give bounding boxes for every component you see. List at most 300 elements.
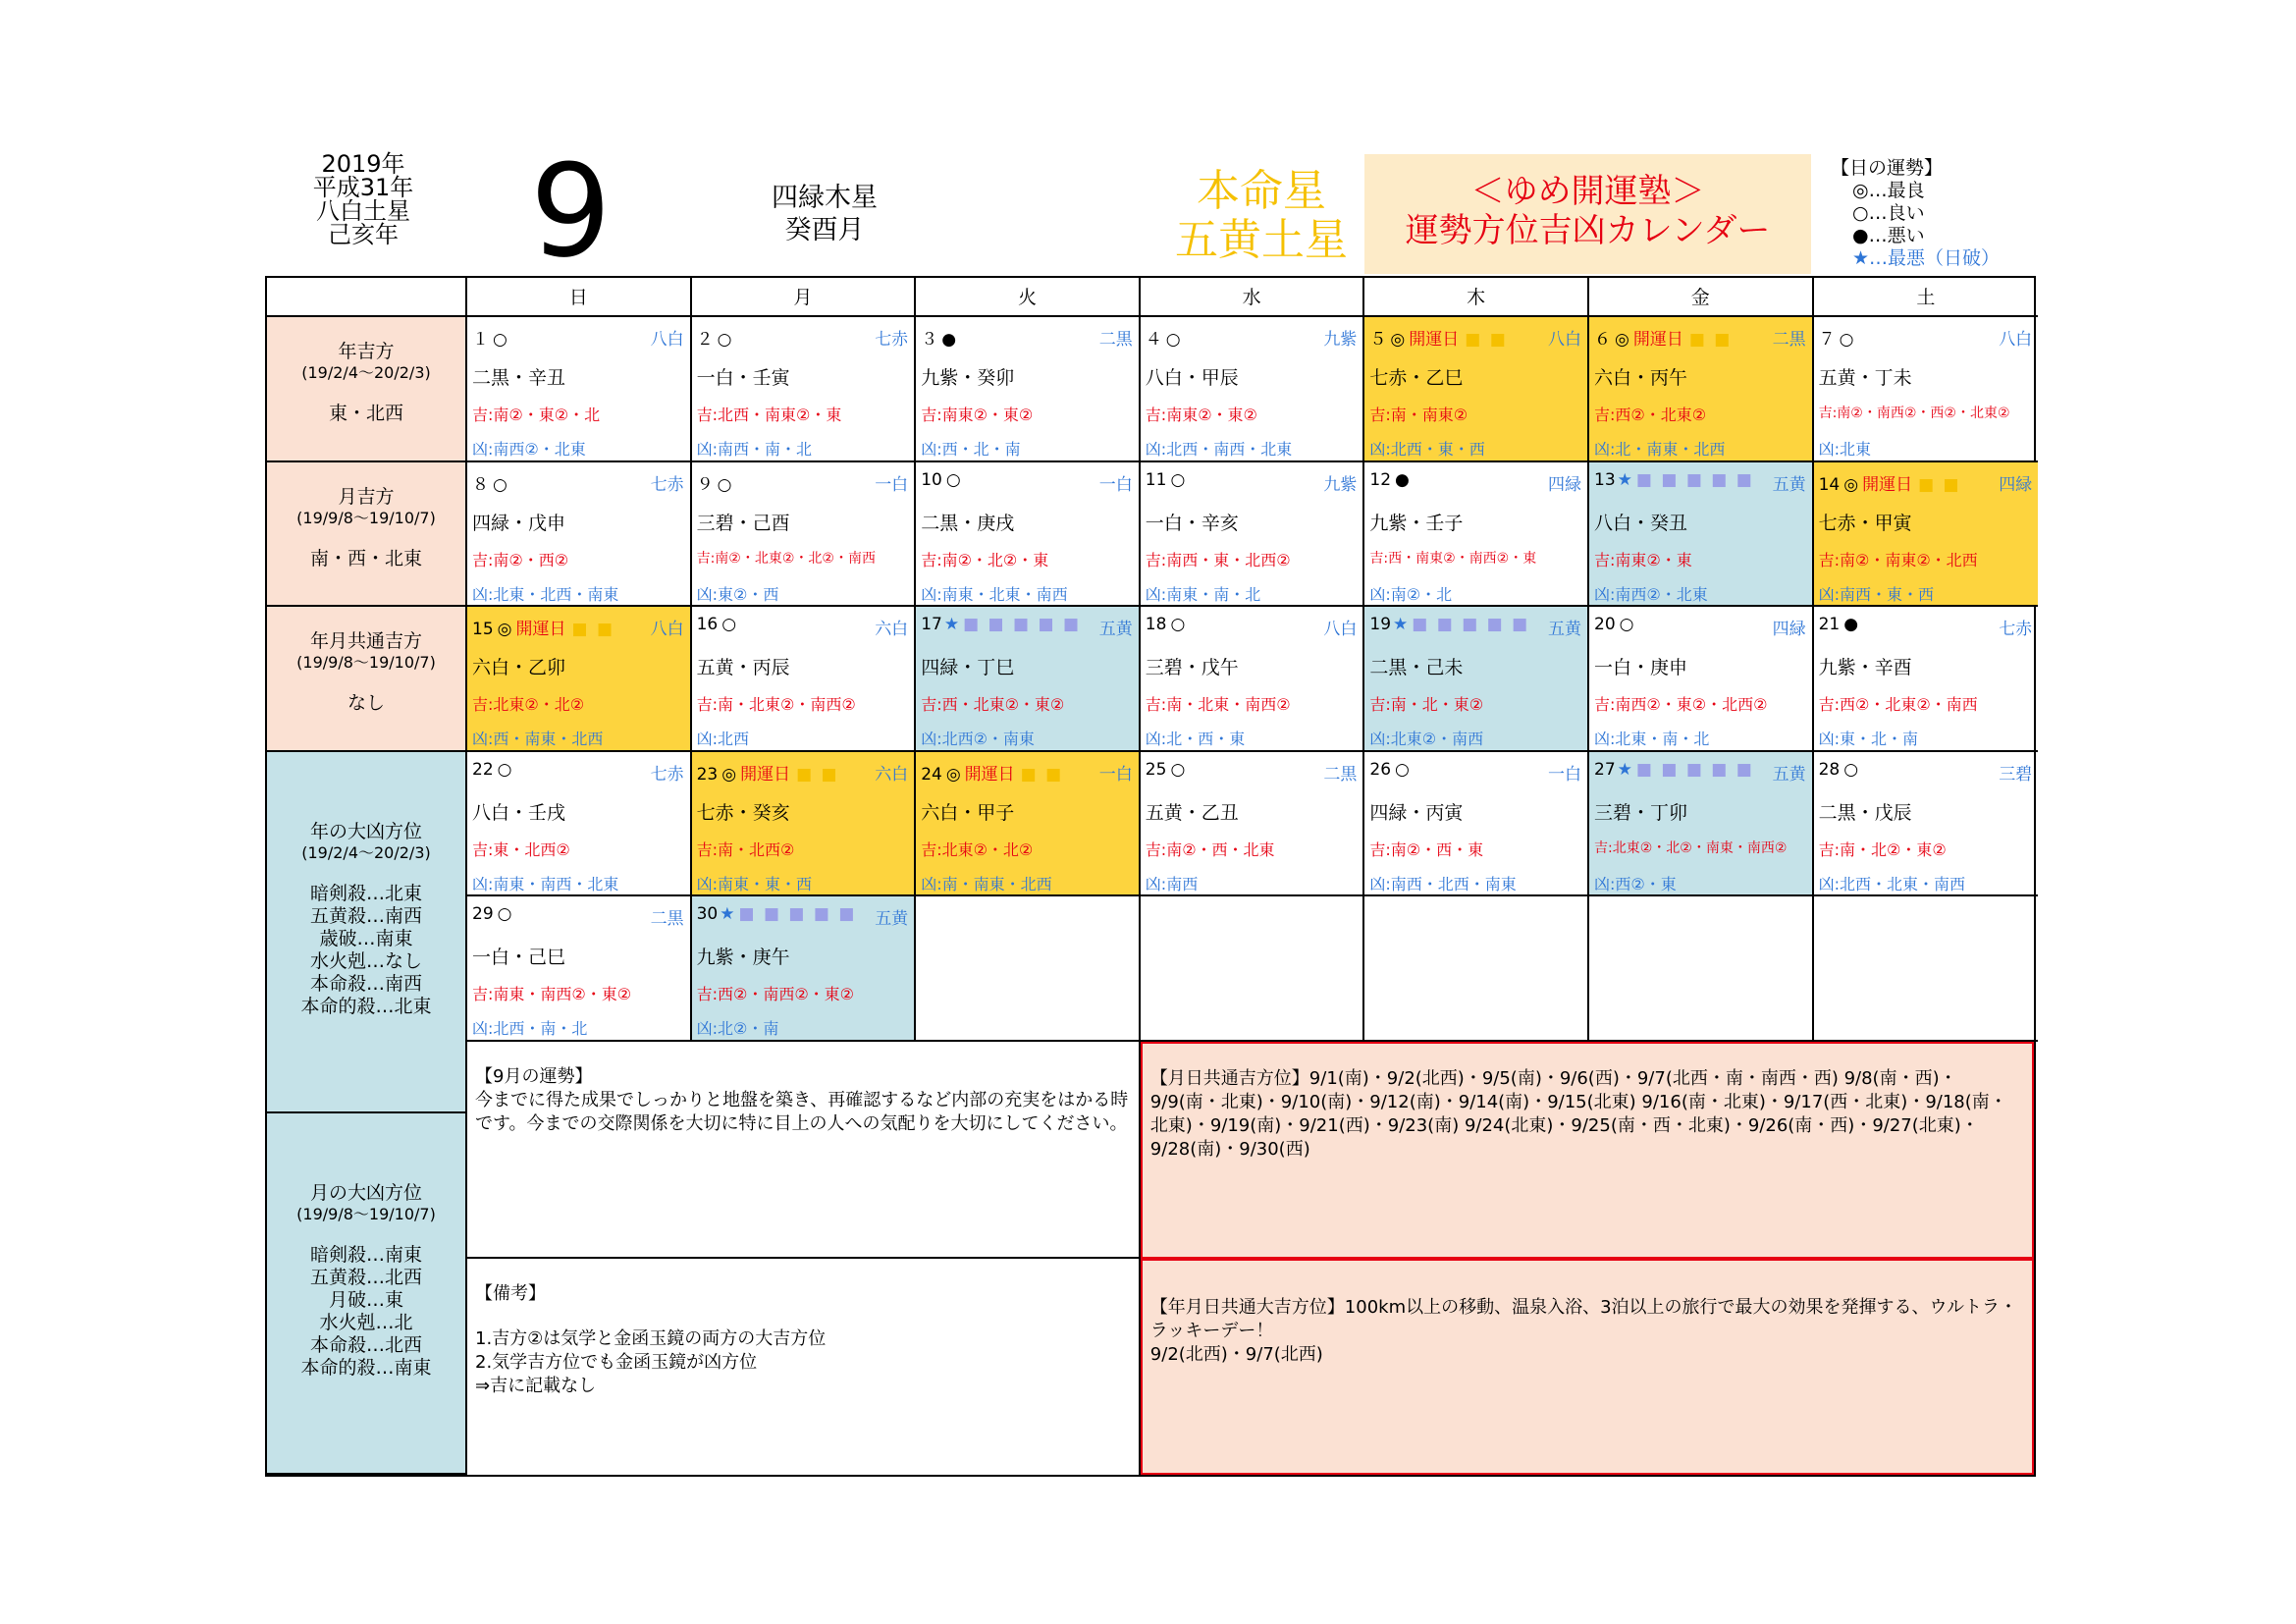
day-cell[interactable]: [1589, 752, 1814, 897]
kaiun-label: 開運日: [515, 620, 566, 640]
day-cell[interactable]: [1814, 462, 2039, 608]
year-line: 己亥年: [328, 221, 399, 248]
day-kichi: 吉:南・北東②・南西②: [696, 695, 856, 715]
weekday-header: 水: [1141, 278, 1365, 317]
day-number-text: 30: [696, 904, 719, 925]
kaiun-fill: ■ ■: [1020, 764, 1064, 785]
day-cell[interactable]: [916, 896, 1141, 1042]
day-star: 八白: [1547, 330, 1581, 350]
day-number: [697, 470, 732, 495]
day-star: 二黒: [1772, 330, 1806, 350]
day-kyo: 凶:北西・南西・北東: [1145, 440, 1293, 459]
day-number: [1146, 615, 1185, 634]
worst-fill: ■ ■ ■ ■ ■: [1635, 469, 1754, 490]
day-number: [1146, 325, 1181, 350]
day-cell[interactable]: [467, 462, 692, 608]
day-kyo: 凶:東②・西: [696, 584, 779, 604]
kaiun-fill: ■ ■: [1465, 330, 1508, 350]
fortune-mark: ●: [941, 330, 957, 350]
kaiun-label: 開運日: [1632, 330, 1683, 350]
day-cell[interactable]: [692, 607, 917, 752]
worst-fill: ■ ■ ■ ■ ■: [1635, 759, 1754, 780]
kaiun-fill: ■ ■: [796, 764, 839, 785]
day-kichi: 吉:南西・東・北西②: [1145, 550, 1291, 569]
day-kanshi: 七赤・甲寅: [1818, 512, 1912, 534]
day-number-text: 10: [921, 469, 942, 490]
day-kichi: 吉:南・南東②: [1369, 406, 1468, 424]
sidebar-item: 水火剋…なし: [309, 949, 422, 972]
legend-item: ○…良い: [1852, 202, 1925, 224]
day-kanshi: 九紫・辛酉: [1818, 657, 1912, 679]
day-kichi: 吉:東・北西②: [472, 839, 570, 859]
day-star: 八白: [1999, 330, 2033, 350]
day-cell[interactable]: [1589, 317, 1814, 462]
day-kanshi: 五黄・丁未: [1818, 367, 1912, 389]
day-number-text: 17: [921, 615, 942, 635]
day-kichi: 吉:西②・北東②: [1594, 406, 1707, 424]
legend-item: ★…最悪（日破）: [1852, 247, 2001, 269]
sidebar-title: 月の大凶方位: [309, 1181, 422, 1204]
day-star: 五黄: [1547, 620, 1581, 640]
day-kyo: 凶:南東・東・西: [696, 874, 812, 893]
day-number: [472, 470, 507, 495]
fortune-title: 【9月の運勢】: [475, 1066, 593, 1087]
day-number: [697, 760, 839, 785]
weekday-header: 日: [467, 278, 692, 317]
day-kanshi: 六白・甲子: [921, 801, 1015, 824]
day-number: [1594, 760, 1754, 780]
day-kichi: 吉:南②・西・東: [1369, 839, 1484, 859]
fortune-mark: ○: [1839, 330, 1854, 350]
kaiun-label: 開運日: [740, 764, 791, 785]
worst-star: ★: [1393, 615, 1409, 635]
day-kanshi: 四緑・戊申: [472, 512, 566, 534]
sidebar-dirs: 東・北西: [328, 403, 403, 424]
day-star: 四緑: [1547, 474, 1581, 495]
day-number-text: 11: [1145, 469, 1167, 490]
day-kanshi: 二黒・庚戌: [921, 512, 1015, 534]
day-cell[interactable]: [916, 462, 1141, 608]
worst-star: ★: [720, 904, 735, 925]
fortune-mark: ○: [497, 759, 512, 780]
kaiun-label: 開運日: [964, 764, 1015, 785]
day-kichi: 吉:南東②・東②: [1145, 406, 1257, 424]
day-cell[interactable]: [1141, 317, 1365, 462]
day-star: 五黄: [1772, 764, 1806, 785]
day-kanshi: 九紫・庚午: [696, 947, 790, 969]
day-star: 六白: [875, 620, 909, 640]
day-kanshi: 八白・癸丑: [1594, 512, 1688, 534]
day-number-text: 21: [1818, 615, 1841, 635]
title-box: [1364, 154, 1811, 274]
day-kanshi: 二黒・己未: [1369, 657, 1464, 679]
worst-star: ★: [1617, 469, 1632, 490]
day-kyo: 凶:北・南東・北西: [1594, 440, 1726, 459]
honmei-line1: 本命星: [1197, 166, 1326, 216]
day-cell[interactable]: [1364, 752, 1589, 897]
day-kanshi: 七赤・癸亥: [696, 801, 790, 824]
day-number: [472, 904, 511, 924]
sidebar-period: (19/2/4～20/2/3): [301, 363, 431, 382]
sidebar-year-kyo: [267, 752, 467, 1113]
fortune-mark: ○: [717, 474, 732, 495]
big-text: 100km以上の移動、温泉入浴、3泊以上の旅行で最大の効果を発揮する、ウルトラ・ラッキーデー！: [1149, 1296, 2018, 1341]
day-star: 一白: [1098, 764, 1133, 785]
day-number-text: ５: [1369, 330, 1387, 350]
calendar-grid: [265, 276, 2036, 1477]
day-kichi: 吉:北東②・北②: [921, 839, 1034, 859]
day-number-text: ３: [921, 330, 938, 350]
day-number: [921, 615, 1081, 634]
fortune-text: 今までに得た成果でしっかりと地盤を築き、再確認するなど内部の充実をはかる時です。今までの交際関係を大切に特に目上の人への気配りを大切にしてください。: [475, 1090, 1129, 1134]
day-number: [697, 904, 857, 924]
day-kanshi: 三碧・己酉: [696, 512, 790, 534]
fortune-mark: ○: [1170, 759, 1186, 780]
day-kichi: 吉:北東②・北②: [472, 695, 585, 715]
day-kyo: 凶:南西・北西・南東: [1369, 874, 1517, 893]
day-star: 一白: [1547, 764, 1581, 785]
spacer: [267, 528, 465, 548]
day-cell[interactable]: [692, 317, 917, 462]
day-cell[interactable]: [1364, 896, 1589, 1042]
day-kichi: 吉:南東②・東②: [921, 406, 1034, 424]
fortune-mark: ●: [1395, 469, 1410, 490]
day-kichi: 吉:南②・西・北東: [1145, 839, 1275, 859]
day-kyo: 凶:北西②・南東: [921, 730, 1035, 749]
day-number-text: 12: [1369, 469, 1392, 490]
fortune-mark: ◎: [1843, 474, 1859, 495]
kaiun-fill: ■ ■: [571, 620, 615, 640]
day-star: 一白: [1098, 474, 1133, 495]
biko-line: 1.吉方②は気学と金函玉鏡の両方の大吉方位: [475, 1327, 827, 1349]
day-star: 七赤: [650, 764, 684, 785]
day-star: 六白: [875, 764, 909, 785]
kaiun-fill: ■ ■: [1918, 474, 1961, 495]
day-kichi: 吉:南東・南西②・東②: [472, 985, 632, 1004]
day-kyo: 凶:北東: [1818, 440, 1871, 459]
day-number-text: 15: [472, 620, 494, 640]
day-cell[interactable]: [467, 752, 692, 897]
day-kichi: 吉:南②・西②: [472, 550, 569, 569]
day-kyo: 凶:北西・北東・南西: [1818, 874, 1965, 893]
day-number: [1146, 470, 1185, 490]
day-star: 五黄: [1772, 474, 1806, 495]
day-number: [1819, 760, 1858, 780]
day-cell[interactable]: [1589, 462, 1814, 608]
day-kanshi: 二黒・戊辰: [1818, 801, 1912, 824]
day-star: 五黄: [1098, 620, 1133, 640]
day-kichi: 吉:南②・南東②・北西: [1818, 550, 1978, 569]
sidebar-title: 年吉方: [338, 341, 395, 362]
sidebar-period: (19/9/8～19/10/7): [296, 653, 436, 673]
day-cell[interactable]: [1141, 896, 1365, 1042]
sidebar-item: 月破…東: [328, 1288, 403, 1311]
day-kichi: 吉:西・南東②・南西②・東: [1369, 550, 1537, 567]
day-cell[interactable]: [1589, 896, 1814, 1042]
worst-fill: ■ ■ ■ ■ ■: [963, 615, 1082, 635]
day-cell[interactable]: [467, 896, 692, 1042]
day-star: 八白: [650, 330, 684, 350]
day-kyo: 凶:南②・北: [1369, 584, 1453, 604]
spacer: [267, 1224, 465, 1244]
sidebar-year-kichi: [267, 317, 467, 462]
fortune-mark: ◎: [1390, 330, 1406, 350]
day-kichi: 吉:北東②・北②・南東・南西②: [1594, 839, 1788, 856]
sidebar-month-kichi: [267, 462, 467, 608]
kaiun-label: 開運日: [1409, 330, 1460, 350]
day-cell[interactable]: [1364, 607, 1589, 752]
day-number-text: ２: [696, 330, 714, 350]
fortune-mark: ●: [1843, 615, 1859, 635]
day-kyo: 凶:西・南東・北西: [472, 730, 604, 749]
day-kyo: 凶:南西・南・北: [696, 440, 812, 459]
day-kichi: 吉:南・北・東②: [1369, 695, 1484, 715]
day-kyo: 凶:北西: [696, 730, 749, 749]
day-cell[interactable]: [1364, 462, 1589, 608]
day-kanshi: 七赤・乙巳: [1369, 367, 1464, 389]
day-kichi: 吉:西②・南西②・東②: [696, 985, 855, 1004]
day-star: 七赤: [1999, 620, 2033, 640]
common-kichi-note: [1141, 1042, 2034, 1259]
day-cell[interactable]: [1141, 607, 1365, 752]
fortune-mark: ○: [1619, 615, 1634, 635]
fortune-mark: ○: [1843, 759, 1859, 780]
sidebar-common-kichi: [267, 607, 467, 752]
day-kanshi: 四緑・丙寅: [1369, 801, 1464, 824]
weekday-header: 木: [1364, 278, 1589, 317]
kaiun-fill: ■ ■: [1688, 330, 1733, 350]
day-kyo: 凶:南西・東・西: [1818, 584, 1934, 604]
day-number: [1594, 615, 1633, 634]
big-kichi-note: [1141, 1259, 2034, 1476]
day-number-text: 22: [472, 759, 494, 780]
day-kichi: 吉:南・北②・東②: [1818, 839, 1947, 859]
day-number-text: 23: [696, 764, 719, 785]
day-number: [472, 615, 614, 639]
day-kichi: 吉:南②・南西②・西②・北東②: [1818, 406, 2010, 421]
day-number: [1146, 760, 1185, 780]
day-kanshi: 五黄・丙辰: [696, 657, 790, 679]
kaiun-label: 開運日: [1862, 474, 1913, 495]
day-kyo: 凶:北②・南: [696, 1019, 779, 1039]
year-info: [294, 152, 432, 246]
day-star: 二黒: [650, 909, 684, 930]
biko-line: ⇒吉に記載なし: [475, 1375, 597, 1396]
day-number: [1369, 760, 1409, 780]
day-star: 七赤: [875, 330, 909, 350]
sidebar-month-kyo: [267, 1113, 467, 1475]
year-line: 2019年: [321, 150, 405, 178]
day-kyo: 凶:北東・北西・南東: [472, 584, 619, 604]
day-kanshi: 二黒・辛丑: [472, 367, 566, 389]
day-kichi: 吉:南西②・東②・北西②: [1594, 695, 1768, 715]
day-number-text: １: [472, 330, 489, 350]
day-kanshi: 一白・壬寅: [696, 367, 790, 389]
year-line: 八白土星: [316, 197, 410, 225]
biko-title: 【備考】: [475, 1282, 546, 1304]
day-kanshi: 八白・甲辰: [1145, 367, 1239, 389]
day-cell[interactable]: [692, 896, 917, 1042]
day-number-text: 14: [1818, 474, 1841, 495]
day-kyo: 凶:北東・南・北: [1594, 730, 1710, 749]
day-kanshi: 六白・丙午: [1594, 367, 1688, 389]
day-star: 九紫: [1323, 474, 1358, 495]
fortune-mark: ○: [1170, 469, 1186, 490]
day-number: [1369, 470, 1409, 490]
weekday-header: 月: [692, 278, 917, 317]
year-line: 平成31年: [312, 174, 414, 201]
day-cell[interactable]: [1814, 896, 2039, 1042]
day-kichi: 吉:南・北東・南西②: [1145, 695, 1291, 715]
day-number-text: ８: [472, 474, 489, 495]
day-kichi: 吉:南②・北東②・北②・南西: [696, 550, 876, 567]
day-kichi: 吉:南東②・東: [1594, 550, 1692, 569]
header-corner: [267, 278, 467, 317]
worst-star: ★: [1617, 759, 1632, 780]
day-kanshi: 五黄・乙丑: [1145, 801, 1239, 824]
legend-title: 【日の運勢】: [1831, 157, 1944, 179]
day-number-text: ７: [1818, 330, 1836, 350]
day-number-text: 28: [1818, 759, 1841, 780]
sidebar-item: 五黄殺…北西: [309, 1266, 422, 1288]
day-star: 四緑: [1999, 474, 2033, 495]
spacer: [267, 383, 465, 403]
day-kyo: 凶:北西・東・西: [1369, 440, 1485, 459]
day-kyo: 凶:北・西・東: [1145, 730, 1246, 749]
day-star: 八白: [650, 620, 684, 640]
weekday-header: 火: [916, 278, 1141, 317]
day-kyo: 凶:西・北・南: [921, 440, 1021, 459]
day-star: 九紫: [1323, 330, 1358, 350]
spacer: [475, 1306, 1131, 1327]
day-kanshi: 九紫・壬子: [1369, 512, 1464, 534]
day-kyo: 凶:南東・南西・北東: [472, 874, 619, 893]
day-kanshi: 八白・壬戌: [472, 801, 566, 824]
weekday-header: 土: [1814, 278, 2039, 317]
big-dates: 9/2(北西)・9/7(北西): [1149, 1343, 1323, 1365]
day-kyo: 凶:南西②・北東: [472, 440, 586, 459]
day-cell[interactable]: [1814, 607, 2039, 752]
day-cell[interactable]: [1141, 752, 1365, 897]
sidebar-period: (19/9/8～19/10/7): [296, 508, 436, 527]
fortune-mark: ◎: [945, 764, 961, 785]
day-kanshi: 一白・辛亥: [1145, 512, 1239, 534]
fortune-mark: ○: [1165, 330, 1181, 350]
day-cell[interactable]: [692, 462, 917, 608]
worst-fill: ■ ■ ■ ■ ■: [738, 904, 857, 925]
day-kichi: 吉:南・北西②: [696, 839, 795, 859]
day-cell[interactable]: [467, 607, 692, 752]
day-number-text: 24: [921, 764, 942, 785]
day-kanshi: 三碧・丁卯: [1594, 801, 1688, 824]
day-number-text: 16: [696, 615, 719, 635]
day-number: [1369, 325, 1507, 350]
day-kyo: 凶:西②・東: [1594, 874, 1677, 893]
sidebar-period: (19/9/8～19/10/7): [296, 1204, 436, 1223]
fortune-mark: ○: [721, 615, 737, 635]
day-cell[interactable]: [1814, 752, 2039, 897]
day-kyo: 凶:南西: [1145, 874, 1199, 893]
month-star: 四緑木星: [772, 183, 878, 213]
sidebar-item: 暗剣殺…南東: [309, 1243, 422, 1266]
day-kyo: 凶:南西②・北東: [1594, 584, 1708, 604]
day-number-text: ９: [696, 474, 714, 495]
day-number: [1594, 325, 1732, 350]
day-cell[interactable]: [916, 317, 1141, 462]
worst-fill: ■ ■ ■ ■ ■: [1412, 615, 1530, 635]
day-cell[interactable]: [1814, 317, 2039, 462]
sidebar-item: 歳破…南東: [319, 927, 413, 949]
honmei-line2: 五黄土星: [1175, 215, 1348, 265]
month-number: 9: [530, 136, 612, 286]
month-star-info: [712, 182, 937, 246]
day-kichi: 吉:南②・北②・東: [921, 550, 1049, 569]
sidebar-item: 暗剣殺…北東: [309, 882, 422, 904]
worst-star: ★: [943, 615, 960, 635]
day-cell[interactable]: [1141, 462, 1365, 608]
sidebar-period: (19/2/4～20/2/3): [301, 842, 431, 862]
day-star: 七赤: [650, 474, 684, 495]
fortune-mark: ○: [717, 330, 732, 350]
fortune-mark: ○: [493, 330, 507, 350]
day-number-text: 25: [1145, 759, 1167, 780]
fortune-mark: ○: [493, 474, 507, 495]
day-kichi: 吉:西②・北東②・南西: [1818, 695, 1978, 715]
day-kanshi: 一白・己巳: [472, 947, 566, 969]
day-cell[interactable]: [467, 317, 692, 462]
day-number-text: 20: [1594, 615, 1616, 635]
fortune-mark: ○: [1395, 759, 1410, 780]
day-cell[interactable]: [1589, 607, 1814, 752]
sidebar-title: 年の大凶方位: [309, 820, 422, 842]
day-number: [1594, 470, 1754, 490]
biko-note: [467, 1259, 1141, 1476]
fortune-mark: ○: [497, 904, 512, 925]
fortune-mark: ◎: [721, 764, 737, 785]
day-cell[interactable]: [692, 752, 917, 897]
fortune-mark: ◎: [497, 620, 512, 640]
title-line1: ＜ゆめ開運塾＞: [1470, 172, 1705, 211]
day-number-text: ４: [1145, 330, 1162, 350]
day-number: [697, 615, 736, 634]
day-number-text: 19: [1369, 615, 1392, 635]
sidebar-dirs: なし: [347, 692, 385, 715]
day-kyo: 凶:北西・南・北: [472, 1019, 588, 1039]
sidebar-item: 五黄殺…南西: [309, 904, 422, 927]
title-line2: 運勢方位吉凶カレンダー: [1405, 211, 1771, 250]
day-number: [472, 325, 507, 350]
legend: [1831, 157, 2000, 270]
day-star: 一白: [875, 474, 909, 495]
day-number: [1819, 325, 1854, 350]
day-kyo: 凶:南・南東・北西: [921, 874, 1052, 893]
weekday-header: 金: [1589, 278, 1814, 317]
day-number: [472, 760, 511, 780]
legend-item: ●…悪い: [1852, 225, 1925, 246]
day-kichi: 吉:北西・南東②・東: [696, 406, 842, 424]
day-cell[interactable]: [916, 752, 1141, 897]
day-number: [1819, 470, 1961, 495]
day-number-text: 26: [1369, 759, 1392, 780]
day-cell[interactable]: [1364, 317, 1589, 462]
day-kyo: 凶:東・北・南: [1818, 730, 1918, 749]
day-cell[interactable]: [916, 607, 1141, 752]
day-number: [1819, 615, 1858, 634]
day-number: [921, 325, 956, 350]
day-number: [921, 760, 1063, 785]
day-kanshi: 一白・庚申: [1594, 657, 1688, 679]
spacer: [267, 863, 465, 883]
